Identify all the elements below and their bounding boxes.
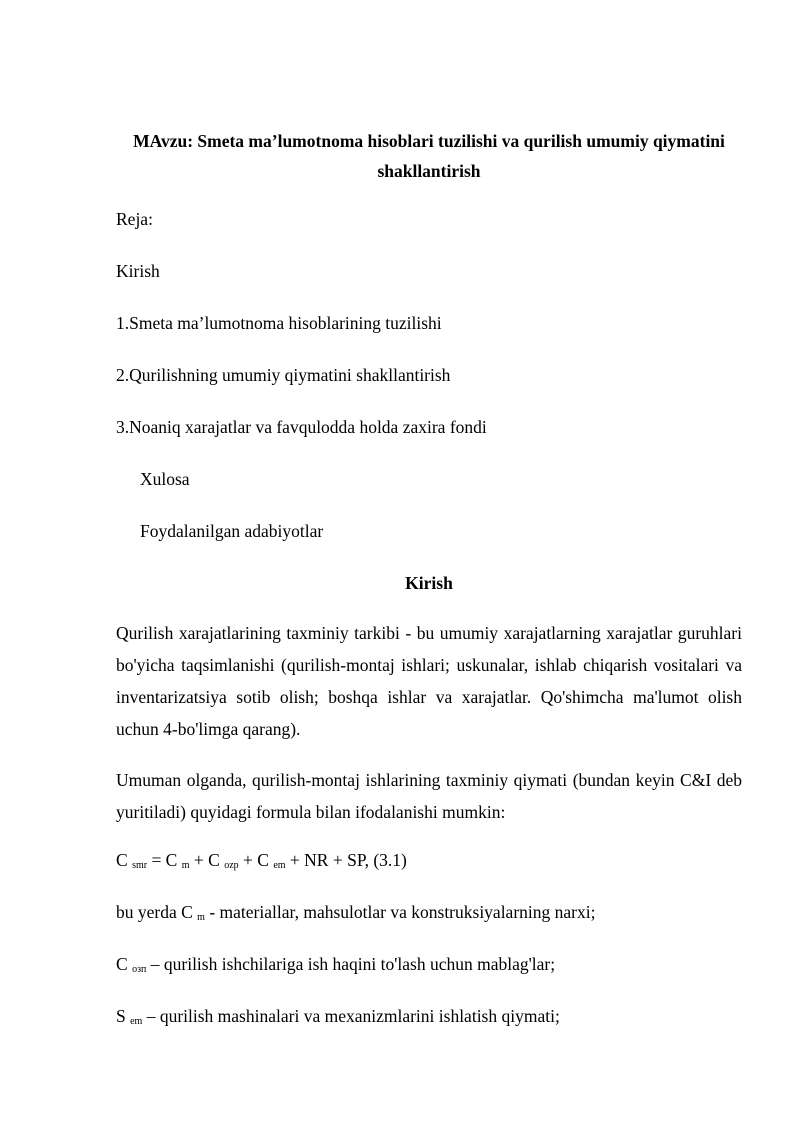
definition-line: C $_{озп}$ – qurilish ishchilariga ish haqini to'lash uchun mablag'lar; [116,954,556,975]
plan-item-references: Foydalanilgan adabiyotlar [140,521,324,541]
paragraph: Qurilish xarajatlarining taxminiy tarkibi - bu umumiy xarajatlarning xarajatlar guruhlari bo'yicha taqsimlanishi (qurilish-montaj ishlari; uskunalar, ishlab chiqarish vositalari va inventarizatsiya sotib olish; boshqa ishlar va xarajatlar. Qo'shimcha ma'lumot olish uchun 4-bo'limga qarang). [116,623,742,739]
plan-item: 1.Smeta ma’lumotnoma hisoblarining tuzilishi [116,313,442,333]
plan-item: 3.Noaniq xarajatlar va favqulodda holda zaxira fondi [116,417,487,437]
formula: C $_{smr}$ = C $_m$ + C $_{ozp}$ + C $_{em}$ + NR + SP, (3.1) [116,850,407,871]
document-page [116,126,742,1027]
plan-item: 2.Qurilishning umumiy qiymatini shakllantirish [116,365,451,385]
plan-label: Reja: [116,209,153,229]
definition-line: bu yerda C $_m$ - materiallar, mahsulotlar va konstruksiyalarning narxi; [116,902,596,923]
section-heading: Kirish [405,573,453,593]
plan-item: Kirish [116,261,160,281]
plan-item-conclusion: Xulosa [140,469,190,489]
document-title: MAvzu: Smeta ma’lumotnoma hisoblari tuzilishi va qurilish umumiy qiymatini shakllantirish [133,131,725,181]
paragraph: Umuman olganda, qurilish-montaj ishlarining taxminiy qiymati (bundan keyin C&I deb yuritiladi) quyidagi formula bilan ifodalanishi mumkin: [116,770,742,822]
definition-line: S $_{em}$ – qurilish mashinalari va mexanizmlarini ishlatish qiymati; [116,1006,560,1027]
